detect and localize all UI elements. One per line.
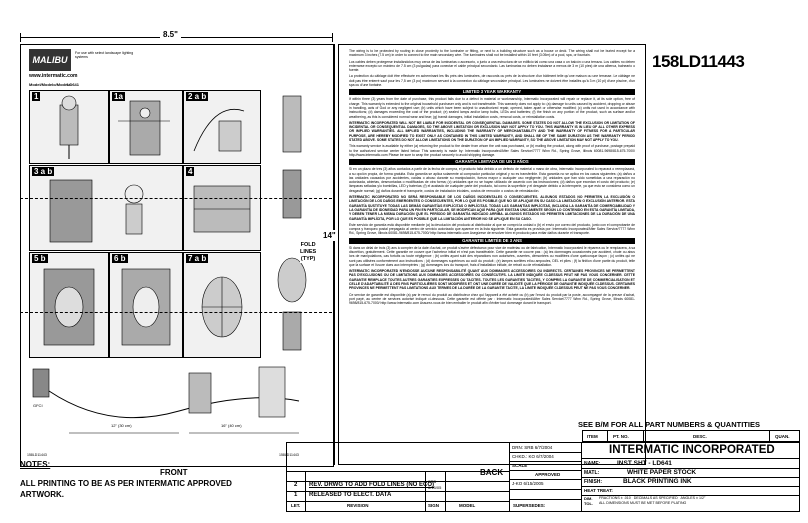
warranty-fr-service: Ce service de garantie est disponible (a) par le renvoi du produit au distributeur chez qui l'appareil a été acheté ou (b) par l'envoi du produit par la poste, accompagné de la preuve d'achat, port payé, au centre de services autorisé indiqué ci-dessous. Cette garantie est offerte par : Intermatic Incorporated/After Sales Service/7777 Winn Rd., Spring Grove, Illinois 60081-9698/815-675-7000/ http://www.intermatic.com Assurez-vous de bien emballer le produit afin d'éviter tout dommage durant le transport. — [349, 292, 635, 306]
warranty-fr-body: Si dans un délai de trois (3) ans à compter de la date d'achat, ce produit s'avère défectueux pour vice de matériau ou de fabrication, Intermatic Incorporated le réparera ou le remplacera, à sa discrétion, gratuitement. Cette garantie ne couvre que l'acheteur initial et n'est pas transférable. Cette garantie ne couvre pas : (a) les dommages occasionnés par accident, chute ou abus lors de manipulations, cas fortuits ou toute négligence ; (b) unités ayant subi des réparations non autorisées, ouvertes, démontées ou modifiées d'une quelconque façon ; (c) unités qui ne sont pas utilisées conformément aux instructions ; (d) dommages supérieurs au coût du produit ; (e) lampes scellées et/ou ampoules, DEL et piles ; (f) la finition d'une partie du produit, telle que la surface et l'usure dues aux intempéries ; (g) dommages lors du transport, frais d'installation initiale, de retrait ou de réinstallation. — [349, 245, 635, 267]
step-panel-7 — [183, 252, 261, 358]
height-dimension-line — [334, 44, 335, 465]
fixture-side-views — [263, 90, 327, 360]
intro-french: La protection du câblage doit être effectuée en acheminant les fils près des luminaires, de raccords ou près de la structure d'un bâtiment telle qu'une maison ou une terrasse. Le câblage ne doit pas être enterré sauf pour les 7,5 cm (3 po) maximum servant à la connexion du câblage secondaire principal. Les luminaires ne doivent être installés qu'à 3 m (10 pi) d'une piscine, d'un spa ou d'une fontaine. — [349, 74, 635, 88]
step-panel-4 — [183, 165, 261, 251]
matl-value: WHITE PAPER STOCK — [627, 469, 697, 476]
drn: DRN: SRB 6/7/2004 — [512, 445, 553, 450]
heat-treat-label: HEAT TREAT: — [584, 488, 613, 493]
col-sign: SIGN — [428, 503, 440, 508]
bom-col-quan: QUAN. — [775, 434, 790, 439]
warranty-en-body: If within three (3) years from the date of purchase, this product fails due to a defect in material or workmanship, Intermatic Incorporated will repair or replace it, at its sole option, free of charge. This warranty is extended to the original household purchaser only and is not transferable. This warranty does not apply to: (a) damage to units caused by accident, dropping or abuse in handling, acts of God or any negligent use; (b) units which have been subject to unauthorized repair, opened, taken apart or otherwise modified; (c) units not used in accordance with instructions; (d) damages exceeding the cost of the product; (e) sealed lamps and/or lamp bulbs, LEDs and batteries; (f) the finish on any portion of the product, such as surface and/or weathering, as this is considered normal wear and tear; (g) transit damages, initial installation costs, removal costs, or reinstallation costs. — [349, 97, 635, 119]
col-model: MODEL — [459, 503, 476, 508]
brand-logo: MALIBU — [29, 49, 71, 71]
website: www.intermatic.com — [29, 73, 78, 79]
rev-row-1-num: 1 — [294, 492, 298, 498]
dim-tol-value: FRACTIONS ± .010 DECIMALS AS SPECIFIED ANGLES ± 1/2° ALL DIMENSIONS MUST BE MET BEFORE PLATING — [599, 496, 706, 505]
wiring-label-12in: 12" (30 cm) — [111, 423, 132, 428]
brand-note: For use with select landscape lighting systems — [75, 51, 134, 59]
width-dimension: 8.5" — [160, 30, 181, 39]
approved: APPROVED — [535, 472, 561, 477]
model-label: Model/Modelo/Modèle — [29, 82, 71, 87]
finish-label: FINISH: — [584, 479, 603, 485]
approved-value: J-KO 6/15/2005 — [512, 481, 544, 486]
step-number: 5 b — [34, 254, 46, 263]
fold-line-front-1 — [20, 198, 332, 199]
scale: SCALE — [512, 463, 528, 468]
drawing-number: 158LD11443 — [652, 52, 745, 71]
step-illustration — [184, 91, 260, 163]
warranty-es-body: Si en un plazo de tres (3) años contados a partir de la fecha de compra, el producto falla debido a un defecto de material o mano de obra, Intermatic Incorporated lo reparará o reemplazará, a su opción propia, de forma gratuita. Esta garantía se aplica solamente al comprador particular original y no es transferible. Esta garantía no se aplica en los casos siguientes: (a) daños a las unidades causados por accidentes, caídas o abuso durante su manipulación, fuerza mayor o cualquier uso negligente; (b) unidades que han sido sometidas a una reparación no autorizada, abiertas, desmontadas o modificadas de otra forma; (c) unidades que no se hayan utilizado de acuerdo con las instrucciones; (d) daños que excedan el costo del producto; (e) lámparas selladas y/o bombillas, LED y baterías; (f) el acabado de cualquier parte del producto, tal como la superficie y el desgaste debido a la intemperie, ya que esto se considera como un desgaste normal; (g) daños durante el transporte, costos de instalación iniciales, costos de remoción o costos de reinstalación. — [349, 167, 635, 193]
wiring-diagram — [29, 361, 325, 443]
step-number: 6 b — [114, 254, 126, 263]
matl-label: MATL: — [584, 470, 600, 476]
intro-spanish: Los cables deben protegerse instalándolos muy cerca de las luminarias o accesorio, o junto a una estructura de un edificio tal como una casa o un balcón o una terraza. Los cables no deben enterrarse excepto un máximo de 7.5 cm (3 pulgadas) para conectar el cable principal secundario. Las luminarias no deben instalarse a menos de 3 m (10 pies) de una alberca, balneario o fuente. — [349, 59, 635, 73]
step-number: 7 a b — [188, 254, 207, 263]
name-label: NAME: — [584, 461, 601, 467]
step-illustration — [30, 91, 108, 163]
width-dimension-tick-left — [20, 33, 21, 42]
warranty-fr-caps: INTERMATIC INCORPORATED N'ENDOSSE AUCUNE RESPONSABILITÉ QUANT AUX DOMMAGES ACCESSOIRES OU INDIRECTS. CERTAINES PROVINCES NE PERMETTENT PAS D'EXCLUSIONS OU DE LIMITATIONS AUX DOMMAGES ACCESSOIRES OU CONSÉCUTIFS. LA LIMITE INDIQUÉE CI-DESSUS PEUT NE PAS VOUS CONCERNER. CETTE GARANTIE REMPLACE TOUTES AUTRES GARANTIES EXPRESSES OU TACITES. TOUTES LES GARANTIES TACITES, Y COMPRIS LA GARANTIE DE COMMERCIALISATION ET CELLE D'ADAPTABILITÉ À DES FINS PARTICULIÈRES SONT MODIFIÉES ET ONT UNE DURÉE DE VALIDITÉ QUE LA PÉRIODE DE GARANTIE INDIQUÉE CI-DESSUS. CERTAINES PROVINCES NE PERMETTENT PAS LIMITATIONS AUX TERMES DE LA DURÉE DE LA GARANTIE TACITE, LA LIMITE INDIQUÉE CI-DESSUS PEUT NE PAS VOUS CONCERNER. — [349, 269, 635, 291]
warranty-en-title: LIMITED 3 YEAR WARRANTY — [349, 89, 635, 95]
model-number: LD641 — [67, 82, 80, 87]
bom-header: SEE B/M FOR ALL PART NUMBERS & QUANTITIES — [578, 420, 760, 429]
bom-col-desc: DESC. — [693, 434, 707, 439]
notes-title: NOTES: — [20, 460, 51, 469]
fold-lines-label: FOLD LINES (TYP) — [300, 242, 317, 262]
step-number: 1 — [34, 92, 39, 101]
rev-row-2-sign: SRB — [428, 479, 437, 484]
rev-row-2-date: 6/15/05 — [428, 485, 442, 490]
step-panel-2 — [183, 90, 261, 164]
step-panel-5 — [29, 252, 109, 358]
front-sheet — [20, 44, 334, 467]
step-illustration — [30, 166, 182, 250]
dim-tol-label: DIM. TOL. — [584, 496, 594, 506]
step-illustration — [30, 253, 108, 357]
step-number: 1a — [114, 92, 123, 101]
col-let: LET. — [291, 503, 301, 508]
rev-row-2-num: 2 — [294, 482, 298, 488]
bom-col-item: ITEM — [587, 434, 598, 439]
step-illustration — [184, 166, 260, 250]
front-date-code: 158LD11443 — [27, 453, 47, 457]
chkd: CHKD.: KO 6/7/2004 — [512, 454, 554, 459]
finish-value: BLACK PRINTING INK — [623, 478, 692, 485]
fold-line-front-2 — [20, 312, 332, 313]
step-panel-1 — [29, 90, 109, 164]
wiring-label-gfci: GFCI — [33, 403, 43, 408]
step-panel-3 — [29, 165, 183, 251]
intro-english: The wiring is to be protected by routing in close proximity to the luminaire or fitting, or next to a building structure such as a house or deck. The wiring shall not be buried except for a maximum 3 inches (7.5 cm) in order to connect to the main secondary wire. The luminaires shall not be installed within 10 feet (3.05m) of a pool, spa, or fountain. — [349, 49, 635, 58]
rev-row-1-text: RELEASED TO ELECT. DATA — [309, 492, 392, 498]
col-supersedes: SUPERSEDES: — [513, 503, 546, 508]
warranty-es-service: Este servicio de garantía está disponible mediante (a) la devolución del producto al distribuidor al que se compró la unidad o (b) el envío por correo del producto, junto con el comprobante de compra y franqueo postal prepagado al centro de servicio autorizado que aparece en la lista siguiente. Esta garantía es provista por: Intermatic Incorporated/After Sales Service/7777 Winn Rd., Spring Grove, Illinois 60081-9698/815-675-7000/ http://www.intermatic.com Asegúrese de envolver bien el producto para evitar daños durante el transporte. — [349, 222, 635, 236]
wiring-label-16in: 16" (40 cm) — [221, 423, 242, 428]
warranty-es-title: GARANTÍA LIMITADA DE UN 3 AÑOS — [349, 159, 635, 165]
bom-table — [582, 430, 800, 442]
name-value: INST SHT - LD641 — [617, 460, 672, 467]
width-dimension-tick-right — [332, 33, 333, 42]
notes-text: ALL PRINTING TO BE AS PER INTERMATIC APPROVED ARTWORK. — [20, 479, 232, 499]
step-illustration — [184, 253, 260, 357]
front-page-number: 158LD11443 — [279, 453, 299, 457]
step-illustration — [110, 91, 182, 163]
warranty-en-caps: INTERMATIC INCORPORATED WILL NOT BE LIABLE FOR INCIDENTAL OR CONSEQUENTIAL DAMAGES. SOME STATES DO NOT ALLOW THE EXCLUSION OR LIMITATION OF INCIDENTAL OR CONSEQUENTIAL DAMAGES, SO THE ABOVE LIMITATION OR EXCLUSION MAY NOT APPLY TO YOU. THIS WARRANTY IS IN LIEU OF ALL OTHER EXPRESS OR IMPLIED WARRANTIES. ALL IMPLIED WARRANTIES, INCLUDING THE WARRANTY OF MERCHANTABILITY AND THE WARRANTY OF FITNESS FOR A PARTICULAR PURPOSE, ARE HEREBY MODIFIED TO EXIST ONLY AS CONTAINED IN THIS LIMITED WARRANTY, AND SHALL BE OF THE SAME DURATION AS THE WARRANTY PERIOD STATED ABOVE. SOME STATES DO NOT ALLOW LIMITATIONS ON THE DURATION OF AN IMPLIED WARRANTY, SO THE ABOVE LIMITATION MAY NOT APPLY TO YOU. — [349, 120, 635, 143]
back-label: BACK — [480, 468, 504, 477]
step-number: 4 — [188, 167, 193, 176]
step-illustration — [110, 253, 182, 357]
bom-col-ptno: PT. NO. — [613, 434, 629, 439]
company-name: INTERMATIC INCORPORATED — [609, 444, 775, 456]
col-revision: REVISION — [347, 503, 369, 508]
title-block — [286, 442, 800, 512]
back-sheet — [338, 44, 646, 465]
warranty-en-service: This warranty service is available by either (a) returning the product to the dealer from whom the unit was purchased, or (b) mailing the product, along with proof of purchase, postage prepaid to the authorized service center listed below. This warranty is made by: Intermatic Incorporated/After Sales Service/7777 Winn Rd., Spring Grove, Illinois 60081-9698/815-675-7000/ http://www.intermatic.com Please be sure to wrap the product securely to avoid shipping damage. — [349, 144, 635, 157]
height-dimension: 14" — [323, 231, 336, 240]
back-text — [349, 49, 635, 461]
step-panel-1a — [109, 90, 183, 164]
warranty-fr-title: GARANTIE LIMITÉE DE 3 ANS — [349, 238, 635, 244]
front-label: FRONT — [160, 468, 188, 477]
step-number: 2 a b — [188, 92, 207, 101]
warranty-es-caps: INTERMATIC INCORPORATED NO SERÁ RESPONSABLE DE LOS DAÑOS INCIDENTALES O CONSECUENTES. ALGUNOS ESTADOS NO PERMITEN LA EXCLUSIÓN O LIMITACIÓN DE LOS DAÑOS EMERGENTES O CONSECUENTES, POR LO QUE ES POSIBLE QUE NO SE APLIQUE EN SU CASO LA LIMITACIÓN O EXCLUSIÓN ANTERIOR. ESTA GARANTÍA SUSTITUYE TODAS LAS DEMÁS GARANTÍAS EXPLÍCITAS O IMPLÍCITAS. TODAS LAS GARANTÍAS IMPLÍCITAS, INCLUIDA LA GARANTÍA DE COMERCIABILIDAD Y LA GARANTÍA DE IDONEIDAD PARA UN FIN EN PARTICULAR, SE MODIFICAN AQUÍ PARA QUE EXISTAN ÚNICAMENTE SEGÚN LO CONTENIDO EN ESTA GARANTÍA LIMITADA, Y DEBEN TENER LA MISMA DURACIÓN QUE EL PERÍODO DE GARANTÍA INDICADO ARRIBA. ALGUNOS ESTADOS NO PERMITEN LIMITACIONES DE LA DURACIÓN DE UNA GARANTÍA IMPLÍCITA, POR LO QUE ES POSIBLE QUE LA LIMITACIÓN ANTERIOR NO SE APLIQUE EN SU CASO. — [349, 195, 635, 221]
step-number: 3 a b — [34, 167, 53, 176]
rev-row-2-text: REV. DRWG TO ADD FOLD LINES (NO ECO) — [309, 482, 435, 488]
step-panel-6 — [109, 252, 183, 358]
